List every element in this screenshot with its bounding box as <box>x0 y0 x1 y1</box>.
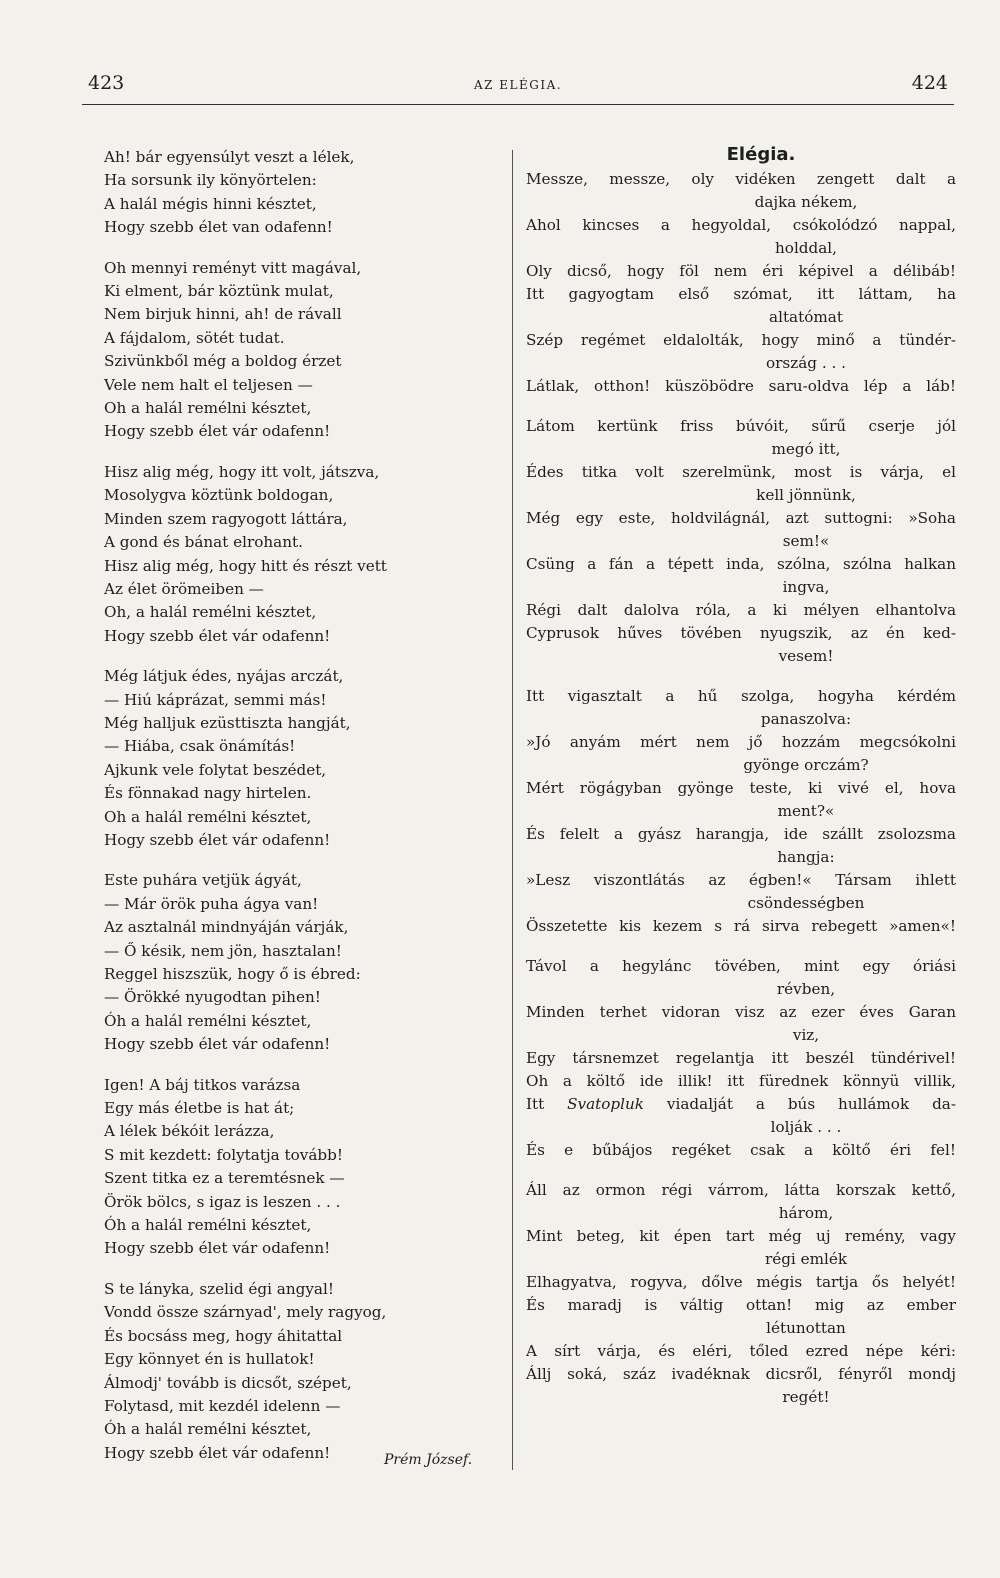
verse-line: Hogy szebb élet van odafenn! <box>104 218 333 237</box>
verse-line: Hogy szebb élet vár odafenn! <box>104 1239 331 1258</box>
verse-line: Az asztalnál mindnyáján várják, <box>104 918 349 937</box>
verse-line: »Jó anyám mért nem jő hozzám megcsókolni <box>526 733 956 751</box>
verse-line: Itt Svatopluk viadalját a bús hullámok da- <box>526 1095 956 1113</box>
verse-line: Még látjuk édes, nyájas arczát, <box>104 667 344 686</box>
verse-line: — Hiú káprázat, semmi más! <box>104 690 327 709</box>
verse-continuation: holddal, <box>775 239 837 257</box>
verse-line: — Hiába, csak önámítás! <box>104 737 296 756</box>
verse-line: A gond és bánat elrohant. <box>104 533 303 552</box>
verse-line: Hogy szebb élet vár odafenn! <box>104 1035 331 1054</box>
verse-continuation: kell jönnünk, <box>756 486 856 504</box>
verse-line: Oh a halál remélni késztet, <box>104 399 312 418</box>
verse-line: A lélek békóit lerázza, <box>104 1122 275 1141</box>
verse-continuation: létunottan <box>766 1319 846 1337</box>
poem-signature: Prém József. <box>384 1452 473 1468</box>
right-stanza <box>526 955 956 1162</box>
poem-title: Elégia. <box>726 144 796 165</box>
verse-line: Ha sorsunk ily könyörtelen: <box>104 171 317 190</box>
verse-line: Régi dalt dalolva róla, a ki mélyen elhantolva <box>526 601 956 619</box>
verse-line: Mosolygva köztünk boldogan, <box>104 486 334 505</box>
left-stanza <box>104 1278 464 1465</box>
verse-line: A fájdalom, sötét tudat. <box>104 328 285 347</box>
verse-continuation: regét! <box>782 1388 830 1406</box>
left-stanza <box>104 146 464 240</box>
right-poem <box>526 142 956 1426</box>
verse-line: És felelt a gyász harangja, ide szállt zsolozsma <box>526 825 956 843</box>
verse-line: Ahol kincses a hegyoldal, csókolódzó nappal, <box>526 216 956 234</box>
verse-continuation: dajka nékem, <box>754 193 858 211</box>
verse-continuation: vesem! <box>778 647 834 665</box>
left-stanza <box>104 257 464 444</box>
verse-continuation: ország . . . <box>766 354 846 372</box>
verse-line: Távol a hegylánc tövében, mint egy óriási <box>526 957 956 975</box>
verse-line: Este puhára vetjük ágyát, <box>104 871 302 890</box>
left-stanza <box>104 665 464 852</box>
verse-line: Folytasd, mit kezdél idelenn — <box>104 1396 341 1415</box>
verse-continuation: panaszolva: <box>760 710 852 728</box>
verse-line: Nem birjuk hinni, ah! de rávall <box>104 305 342 324</box>
verse-line: Állj soká, száz ivadéknak dicsről, fényről mondj <box>526 1365 956 1383</box>
verse-continuation: ingva, <box>782 578 830 596</box>
verse-line: Áll az ormon régi várrom, látta korszak kettő, <box>526 1181 956 1199</box>
verse-line: Messze, messze, oly vidéken zengett dalt a <box>526 170 956 188</box>
verse-line: Szivünkből még a boldog érzet <box>104 352 342 371</box>
verse-line: Ah! bár egyensúlyt veszt a lélek, <box>104 148 355 166</box>
right-stanza <box>526 1179 956 1409</box>
verse-line: Igen! A báj titkos varázsa <box>104 1075 301 1094</box>
verse-continuation: gyönge orczám? <box>743 756 869 774</box>
verse-line: Hisz alig még, hogy itt volt, játszva, <box>104 462 380 481</box>
verse-line: Szép regémet eldalolták, hogy minő a tündér- <box>526 331 956 349</box>
verse-line: — Már örök puha ágya van! <box>104 894 319 913</box>
verse-line: Reggel hiszszük, hogy ő is ébred: <box>104 965 361 983</box>
verse-line: Oh a költő ide illik! itt fürednek könnyü villik, <box>526 1072 956 1090</box>
verse-continuation: altatómat <box>769 308 843 326</box>
verse-line: Még halljuk ezüsttiszta hangját, <box>104 713 351 732</box>
left-stanza <box>104 461 464 648</box>
running-title: AZ ELÉGIA. <box>473 78 563 92</box>
right-stanza <box>526 168 956 398</box>
verse-line: Édes titka volt szerelmünk, most is várja, el <box>526 463 956 481</box>
verse-continuation: ment?« <box>777 802 835 820</box>
verse-line: Itt gagyogtam első szómat, itt láttam, ha <box>526 285 956 303</box>
page-header <box>82 64 954 105</box>
verse-line: És fönnakad nagy hirtelen. <box>104 784 312 803</box>
verse-line: A sírt várja, és eléri, tőled ezred népe kéri: <box>526 1342 956 1360</box>
verse-line: Óh a halál remélni késztet, <box>104 1216 312 1235</box>
verse-continuation: sem!« <box>782 532 830 550</box>
verse-line: Hogy szebb élet vár odafenn! <box>104 626 331 645</box>
left-stanza <box>104 1074 464 1261</box>
verse-line: És maradj is váltig ottan! mig az ember <box>526 1296 956 1314</box>
verse-line: Még egy este, holdvilágnál, azt suttogni: »Soha <box>526 509 956 527</box>
verse-line: Elhagyatva, rogyva, dőlve mégis tartja ős helyét! <box>526 1273 956 1291</box>
verse-line: És e bűbájos regéket csak a költő éri fel! <box>526 1141 956 1159</box>
verse-line: Mint beteg, kit épen tart még uj remény, vagy <box>526 1227 956 1245</box>
verse-line: Vondd össze szárnyad', mely ragyog, <box>104 1303 387 1322</box>
left-poem <box>104 146 464 1482</box>
verse-line: Álmodj' tovább is dicsőt, szépet, <box>104 1373 352 1392</box>
verse-continuation: viz, <box>792 1026 820 1044</box>
verse-line: Hisz alig még, hogy hitt és részt vett <box>104 556 387 575</box>
verse-line: Szent titka ez a teremtésnek — <box>104 1169 345 1188</box>
page-number-right: 424 <box>911 72 948 94</box>
verse-line: Oh, a halál remélni késztet, <box>104 603 317 622</box>
verse-line: — Ő késik, nem jön, hasztalan! <box>104 941 342 960</box>
verse-continuation: hangja: <box>777 848 835 866</box>
verse-continuation: révben, <box>776 980 836 998</box>
verse-line: Egy más életbe is hat át; <box>104 1099 295 1118</box>
verse-line: A halál mégis hinni késztet, <box>104 194 317 213</box>
verse-continuation: csöndességben <box>747 894 865 912</box>
verse-line: Csüng a fán a tépett inda, szólna, szólna halkan <box>526 555 956 573</box>
page-number-left: 423 <box>88 72 125 94</box>
column-divider <box>512 150 513 1470</box>
verse-line: Óh a halál remélni késztet, <box>104 1011 312 1030</box>
verse-line: Ki elment, bár köztünk mulat, <box>104 282 334 301</box>
verse-line: Cyprusok hűves tövében nyugszik, az én ked- <box>526 624 956 642</box>
verse-continuation: lolják . . . <box>770 1118 842 1136</box>
verse-line: Oly dicső, hogy föl nem éri képivel a délibáb! <box>526 262 956 280</box>
verse-continuation: három, <box>778 1204 834 1222</box>
verse-line: Hogy szebb élet vár odafenn! <box>104 422 331 441</box>
verse-line: Vele nem halt el teljesen — <box>104 375 313 394</box>
verse-line: Oh mennyi reményt vitt magával, <box>104 258 362 277</box>
verse-line: És bocsáss meg, hogy áhitattal <box>104 1326 343 1345</box>
verse-continuation: megó itt, <box>771 440 841 458</box>
right-stanza <box>526 415 956 668</box>
verse-line: Látlak, otthon! küszöbödre saru-oldva lép a láb! <box>526 377 956 395</box>
verse-continuation: régi emlék <box>764 1250 848 1268</box>
verse-line: Oh a halál remélni késztet, <box>104 807 312 826</box>
verse-line: S te lányka, szelid égi angyal! <box>104 1279 334 1298</box>
verse-line: Mért rögágyban gyönge teste, ki vivé el, hova <box>526 779 956 797</box>
verse-line: S mit kezdett: folytatja tovább! <box>104 1145 343 1164</box>
right-stanza <box>526 685 956 938</box>
verse-line: Itt vigasztalt a hű szolga, hogyha kérdém <box>526 687 956 705</box>
verse-line: Minden terhet vidoran visz az ezer éves Garan <box>526 1003 956 1021</box>
verse-line: »Lesz viszontlátás az égben!« Társam ihlett <box>526 871 956 889</box>
verse-line: Óh a halál remélni késztet, <box>104 1420 312 1439</box>
verse-line: Látom kertünk friss búvóit, sűrű cserje jól <box>526 417 956 435</box>
proper-name: Svatopluk <box>567 1095 644 1113</box>
verse-line: Hogy szebb élet vár odafenn! <box>104 1443 331 1462</box>
verse-line: Összetette kis kezem s rá sirva rebegett »amen«! <box>526 917 956 935</box>
left-stanza <box>104 869 464 1056</box>
verse-line: — Örökké nyugodtan pihen! <box>104 988 321 1007</box>
verse-line: Minden szem ragyogott láttára, <box>104 509 348 528</box>
verse-line: Ajkunk vele folytat beszédet, <box>104 760 327 779</box>
verse-line: Örök bölcs, s igaz is leszen . . . <box>104 1192 341 1211</box>
verse-line: Egy társnemzet regelantja itt beszél tündérivel! <box>526 1049 956 1067</box>
verse-line: Az élet örömeiben — <box>104 579 264 598</box>
verse-line: Hogy szebb élet vár odafenn! <box>104 830 331 849</box>
verse-line: Egy könnyet én is hullatok! <box>104 1350 315 1369</box>
